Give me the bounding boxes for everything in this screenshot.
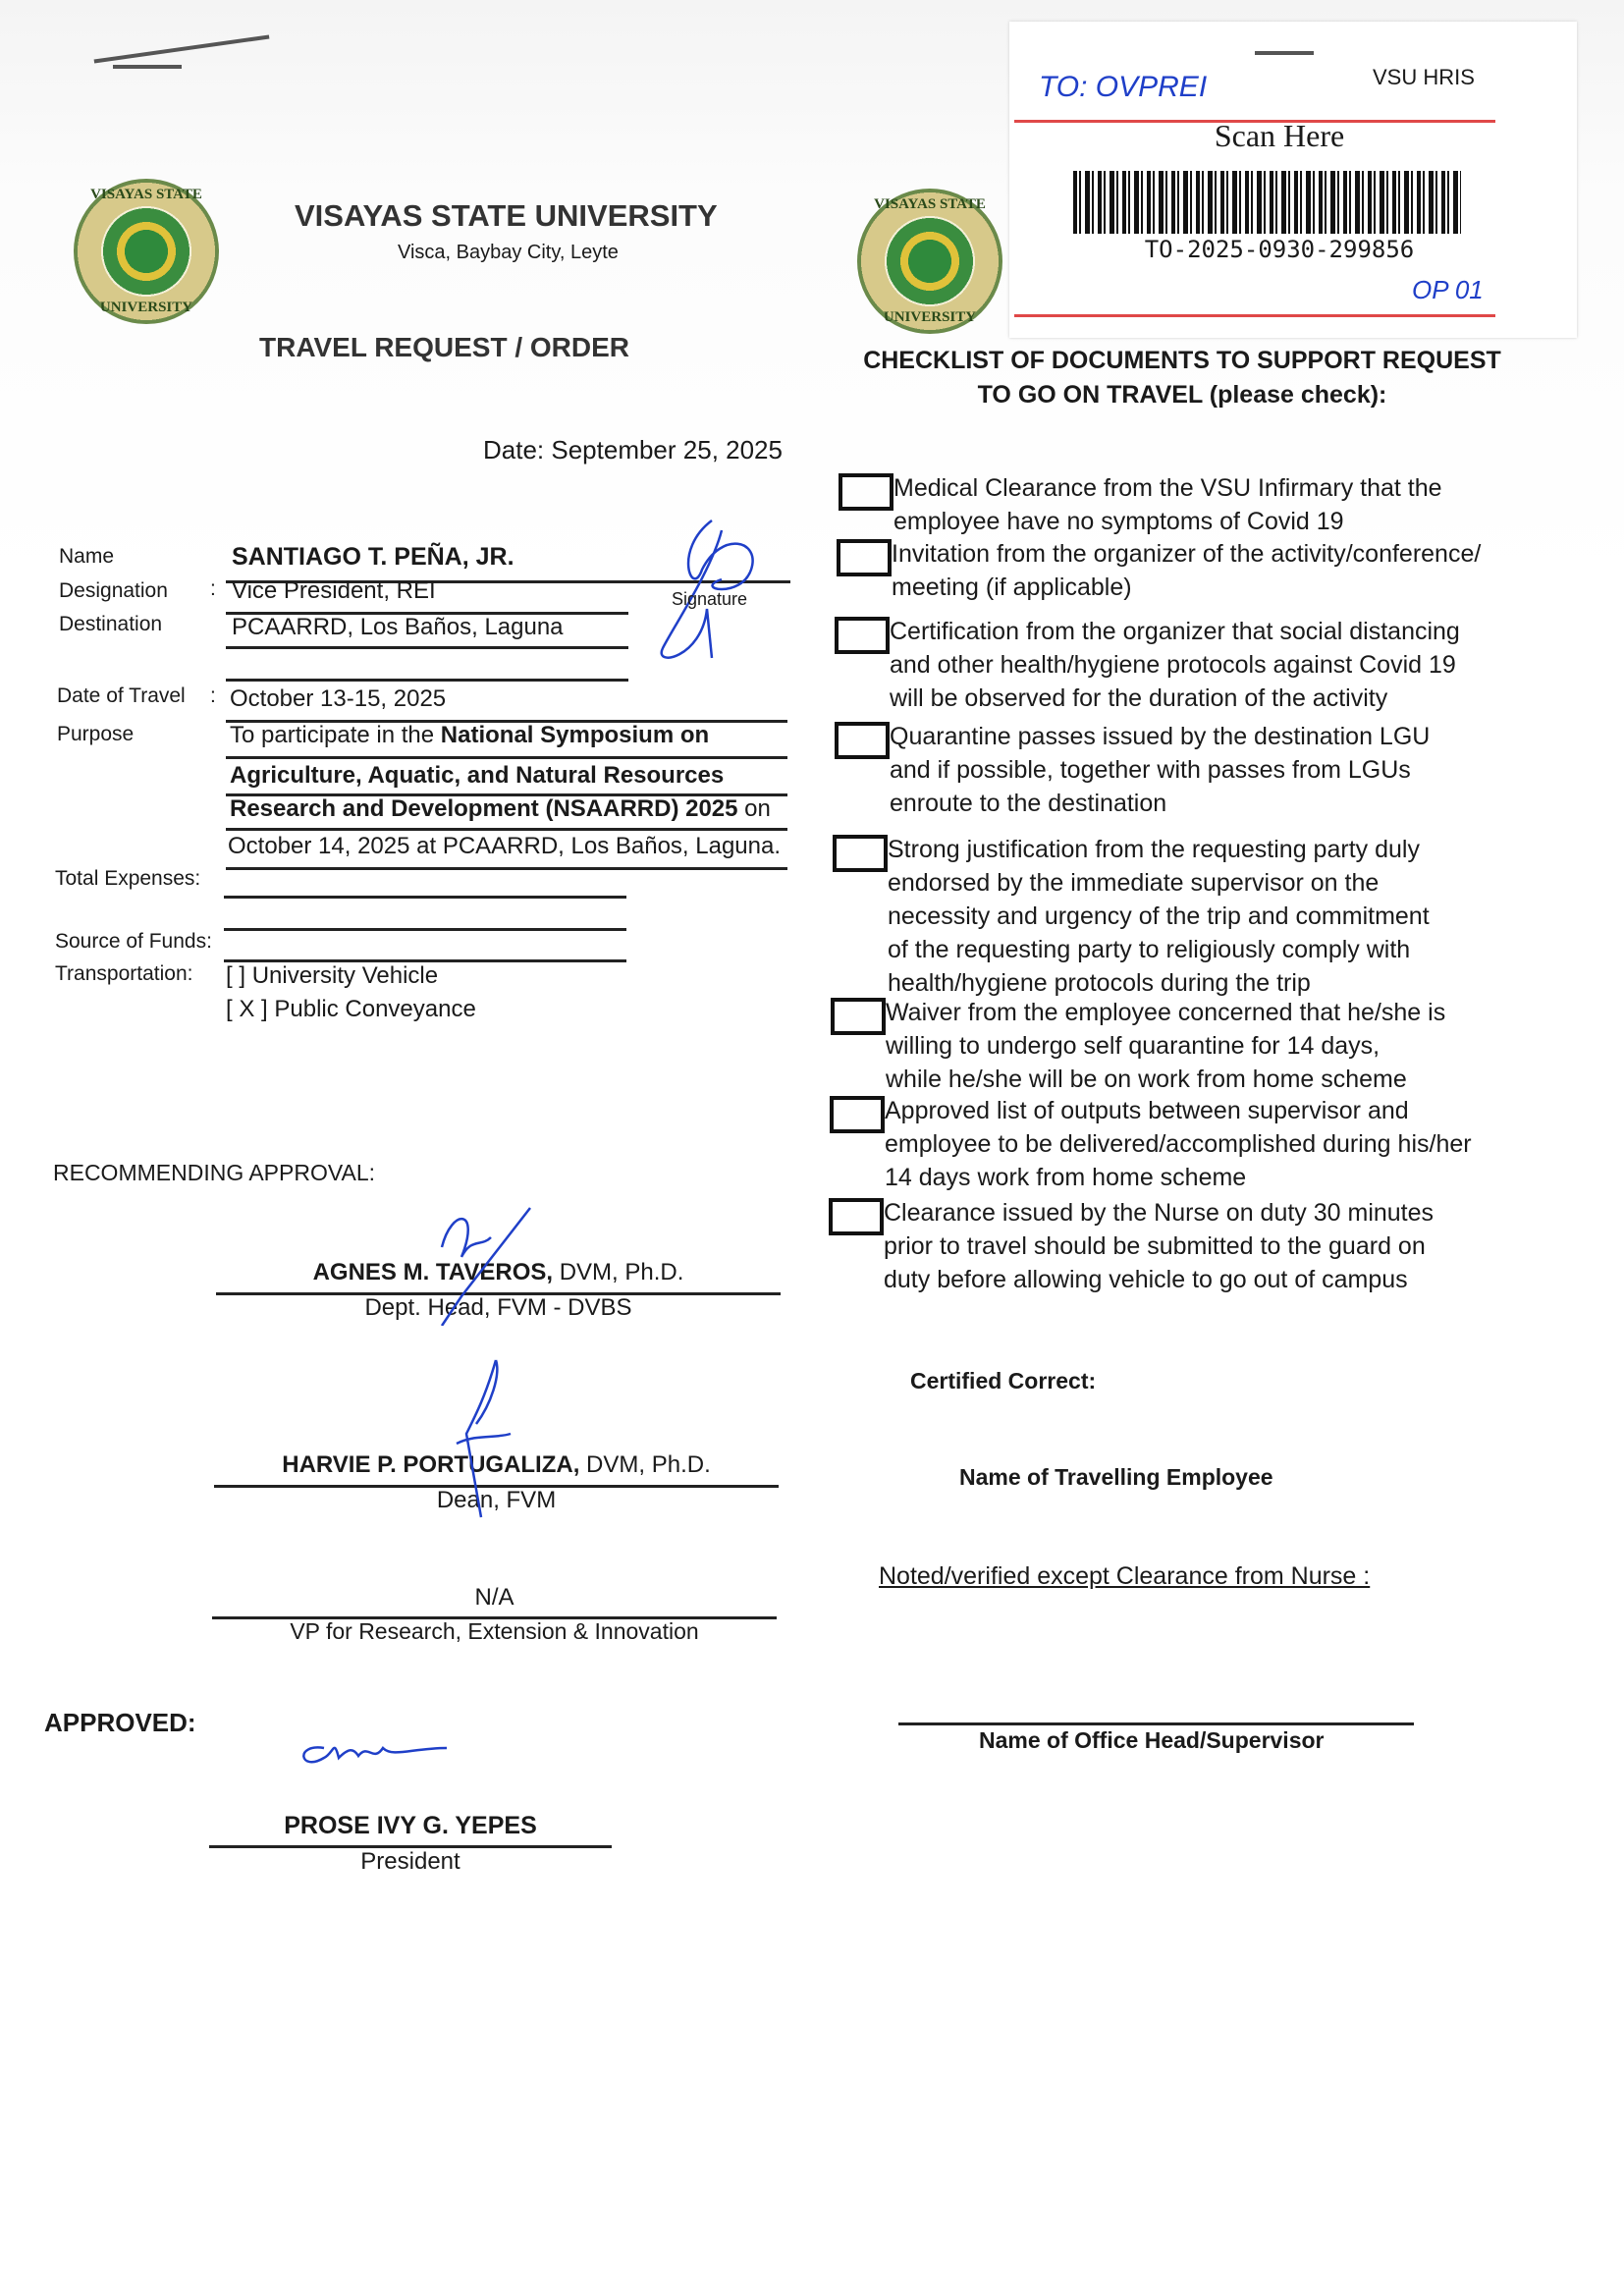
checklist-item-text xyxy=(890,615,1460,715)
purpose-rule xyxy=(226,756,787,759)
certified-correct-label: Certified Correct: xyxy=(910,1368,1097,1394)
destination-line-2 xyxy=(226,679,628,682)
office-head-label: Name of Office Head/Supervisor xyxy=(979,1727,1325,1753)
checklist-item-line: health/hygiene protocols during the trip xyxy=(888,969,1311,997)
signatory-title-2: Dean, FVM xyxy=(436,1487,557,1513)
travelling-employee-label: Name of Travelling Employee xyxy=(959,1464,1273,1490)
checklist-checkbox[interactable] xyxy=(837,539,892,576)
source-of-funds-line-1 xyxy=(224,928,626,931)
approved-label: APPROVED: xyxy=(44,1708,196,1737)
office-head-line xyxy=(898,1722,1414,1725)
checklist-checkbox[interactable] xyxy=(830,1096,885,1133)
checklist-item-text xyxy=(893,471,1442,538)
checklist-item-line: Waiver from the employee concerned that he/she is xyxy=(886,999,1446,1026)
recommending-approval-label: RECOMMENDING APPROVAL: xyxy=(53,1160,376,1185)
checklist-item-line: Certification from the organizer that social distancing xyxy=(890,618,1460,645)
transport-option-university-vehicle[interactable]: [ ] University Vehicle xyxy=(226,962,439,989)
destination-line xyxy=(226,646,628,649)
checklist-item-text xyxy=(888,833,1430,1000)
transport-option-public-conveyance[interactable]: [ X ] Public Conveyance xyxy=(226,996,476,1022)
checklist-item-line: enroute to the destination xyxy=(890,790,1167,817)
destination-value: PCAARRD, Los Baños, Laguna xyxy=(232,614,564,640)
staple-mark xyxy=(94,34,270,63)
checklist-item-text xyxy=(892,537,1481,604)
date-of-travel-label: Date of Travel xyxy=(57,684,186,707)
checklist-checkbox[interactable] xyxy=(835,722,890,759)
checklist-item-line: duty before allowing vehicle to go out of campus xyxy=(884,1266,1408,1293)
form-title: TRAVEL REQUEST / ORDER xyxy=(259,332,630,362)
checklist-item-line: Strong justification from the requesting party duly xyxy=(888,836,1420,863)
checklist-item-line: willing to undergo self quarantine for 14 days, xyxy=(886,1032,1380,1060)
checklist-item-text xyxy=(886,996,1445,1096)
checklist-item-line: while he/she will be on work from home scheme xyxy=(886,1066,1407,1093)
staple-mark xyxy=(113,65,182,69)
handwritten-to-note: TO: OVPREI xyxy=(1039,71,1208,103)
date-of-travel-value: October 13-15, 2025 xyxy=(230,685,447,712)
checklist-item-line: Clearance issued by the Nurse on duty 30 minutes xyxy=(884,1199,1435,1227)
destination-label: Destination xyxy=(59,613,163,635)
dean-signature xyxy=(447,1355,525,1522)
checklist-item-line: and other health/hygiene protocols against Covid 19 xyxy=(890,651,1456,679)
signatory-title-1: Dept. Head, FVM - DVBS xyxy=(364,1294,632,1321)
system-label: VSU HRIS xyxy=(1373,65,1475,89)
checklist-checkbox[interactable] xyxy=(839,473,893,511)
designation-value: Vice President, REI xyxy=(232,577,436,604)
checklist-item-text xyxy=(884,1196,1434,1296)
president-title: President xyxy=(360,1848,460,1875)
president-signature xyxy=(295,1728,452,1777)
checklist-item-line: endorsed by the immediate supervisor on the xyxy=(888,869,1380,897)
routing-slip xyxy=(1009,22,1577,338)
barcode-number: TO-2025-0930-299856 xyxy=(1144,236,1415,263)
checklist-item-line: Medical Clearance from the VSU Infirmary that the xyxy=(893,474,1442,502)
designation-label: Designation xyxy=(59,579,168,602)
checklist-item-line: and if possible, together with passes from LGUs xyxy=(890,756,1411,784)
red-rule xyxy=(1014,314,1495,317)
noted-verified-label: Noted/verified except Clearance from Nurse : xyxy=(879,1562,1371,1590)
checklist-item-line: meeting (if applicable) xyxy=(892,574,1132,601)
checklist-item-line: employee to be delivered/accomplished during his/her xyxy=(885,1130,1472,1158)
checklist-item-line: Invitation from the organizer of the activity/conference/ xyxy=(892,540,1482,568)
checklist-checkbox[interactable] xyxy=(835,617,890,654)
signatory-name-2: HARVIE P. PORTUGALIZA, DVM, Ph.D. xyxy=(282,1451,711,1478)
university-address: Visca, Baybay City, Leyte xyxy=(398,242,619,263)
source-of-funds-label: Source of Funds: xyxy=(55,930,212,953)
checklist-item-line: 14 days work from home scheme xyxy=(885,1164,1247,1191)
purpose-line-4: October 14, 2025 at PCAARRD, Los Baños, Laguna. xyxy=(228,833,782,859)
dept-head-signature xyxy=(422,1198,540,1326)
checklist-checkbox[interactable] xyxy=(829,1198,884,1235)
barcode xyxy=(1073,171,1461,234)
checklist-item-line: necessity and urgency of the trip and commitment xyxy=(888,902,1430,930)
signatory-name-1: AGNES M. TAVEROS, DVM, Ph.D. xyxy=(312,1259,684,1285)
president-name: PROSE IVY G. YEPES xyxy=(284,1812,537,1839)
purpose-line-3: Research and Development (NSAARRD) 2025 on xyxy=(230,795,771,822)
total-expenses-line xyxy=(224,896,626,899)
purpose-rule xyxy=(226,828,787,831)
signature-label: Signature xyxy=(672,589,748,609)
checklist-item-text xyxy=(890,720,1430,820)
name-label: Name xyxy=(59,545,115,568)
employee-name: SANTIAGO T. PEÑA, JR. xyxy=(232,543,514,571)
purpose-rule xyxy=(226,867,787,870)
checklist-item-line: Quarantine passes issued by the destination LGU xyxy=(890,723,1431,750)
checklist-item-line: prior to travel should be submitted to the guard on xyxy=(884,1232,1426,1260)
colon: : xyxy=(210,684,216,707)
staple-mark xyxy=(1255,51,1314,55)
signatory-title-3: VP for Research, Extension & Innovation xyxy=(290,1618,699,1644)
request-date: Date: September 25, 2025 xyxy=(483,435,783,465)
checklist-item-text xyxy=(885,1094,1472,1194)
checklist-item-line: will be observed for the duration of the activity xyxy=(890,684,1388,712)
purpose-line-1: To participate in the National Symposium on xyxy=(230,722,710,748)
checklist-checkbox[interactable] xyxy=(831,998,886,1035)
university-seal-right: VISAYAS STATE UNIVERSITY xyxy=(857,189,1002,334)
checklist-checkbox[interactable] xyxy=(833,835,888,872)
checklist-title: CHECKLIST OF DOCUMENTS TO SUPPORT REQUEST TO GO ON TRAVEL (please check): xyxy=(863,347,1501,409)
university-name: VISAYAS STATE UNIVERSITY xyxy=(295,198,718,233)
scan-here-label: Scan Here xyxy=(1214,118,1345,153)
signatory-name-3: N/A xyxy=(474,1584,514,1611)
checklist-item-line: Approved list of outputs between supervisor and xyxy=(885,1097,1409,1124)
checklist-item-line: of the requesting party to religiously comply with xyxy=(888,936,1411,963)
checklist-item-line: employee have no symptoms of Covid 19 xyxy=(893,508,1344,535)
university-seal-left: VISAYAS STATE UNIVERSITY xyxy=(74,179,219,324)
transportation-label: Transportation: xyxy=(55,962,193,985)
purpose-line-2: Agriculture, Aquatic, and Natural Resources xyxy=(230,762,725,789)
purpose-label: Purpose xyxy=(57,723,135,745)
total-expenses-label: Total Expenses: xyxy=(55,867,201,890)
handwritten-code: OP 01 xyxy=(1412,275,1484,304)
colon: : xyxy=(210,577,216,600)
